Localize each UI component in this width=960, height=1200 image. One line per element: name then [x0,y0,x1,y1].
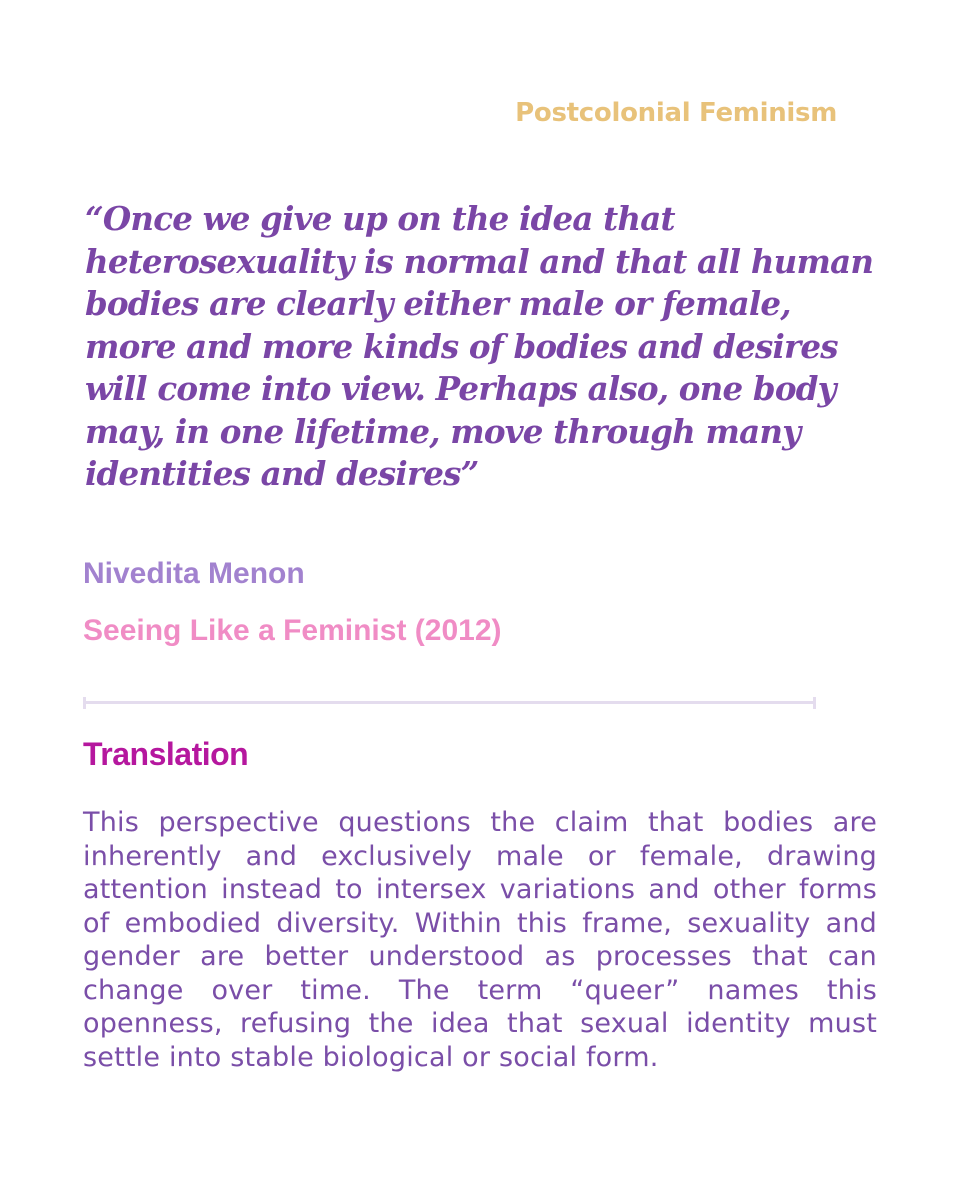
divider-line [83,701,816,704]
category-label: Postcolonial Feminism [515,98,837,128]
divider-cap-right [813,697,816,709]
quote-text: “Once we give up on the idea that heterosexuality is normal and that all human bodies are clearly either male or female, more and more kinds of bodies and desires will come into view. Perhaps also, one body may, in one lifetime, move through many identities and desires” [85,199,874,493]
translation-heading: Translation [83,736,249,772]
quote-source: Seeing Like a Feminist (2012) [83,614,502,647]
quote-author: Nivedita Menon [83,557,305,590]
section-divider [83,697,816,709]
divider-cap-left [83,697,86,709]
translation-body: This perspective questions the claim that bodies are inherently and exclusively male or female, drawing attention instead to intersex variations and other forms of embodied diversity. Within this frame, sexuality and gender are better understood as processes that can change over time. The term “queer” names this openness, refusing the idea that sexual identity must settle into stable biological or social form. [83,807,877,1073]
